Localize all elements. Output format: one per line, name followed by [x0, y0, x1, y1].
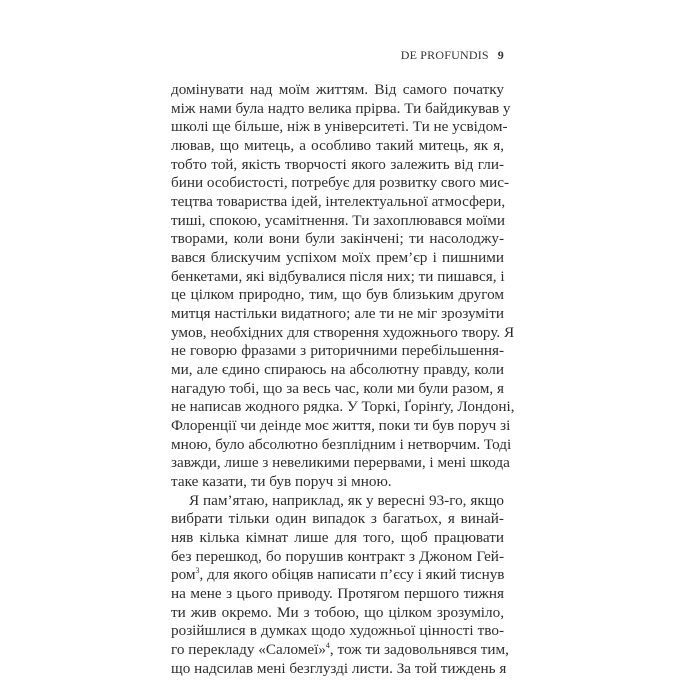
text-line: це цілком природно, тим, що був близьким другом [171, 286, 504, 304]
text-line: школі ще більше, ніж в університеті. Ти не усвідом- [171, 118, 508, 136]
text-line: лював, що митець, а особливо такий митець, як я, [171, 137, 504, 155]
text-line: бини особистості, потребує для розвитку свого мис- [171, 174, 510, 192]
text-line: на мене з цього приводу. Протягом першого тижня [171, 585, 504, 603]
page-body-text [171, 81, 515, 679]
text-line: ти жив окремо. Ми з тобою, що цілком зрозуміло, [171, 603, 504, 621]
text-line: мною, було абсолютно безплідним і нетворчим. Тоді [171, 435, 512, 453]
page-number: 9 [497, 48, 504, 62]
text-line: тиші, спокою, усамітнення. Ти захоплювався моїми [171, 211, 506, 229]
running-header [401, 48, 504, 63]
text-line: домінувати над моїм життям. Від самого початку [171, 81, 504, 98]
text-line: тобто той, якість творчості якого залежить від гли- [171, 155, 504, 173]
text-line: таке казати, ти був поруч зі мною. [171, 473, 392, 491]
text-line: го перекладу «Саломеї»$^4$, тож ти задовольнявся тим, [171, 641, 509, 659]
text-line: митця настільки видатного; але ти не міг зрозуміти [171, 305, 504, 323]
paragraph [171, 491, 509, 679]
text-line: няв кілька кімнат лише для того, щоб працювати [171, 529, 504, 547]
text-line: розійшлися в думках щодо художньої цінності тво- [171, 622, 504, 640]
paragraph [171, 81, 515, 492]
text-line: умов, необхідних для створення художнього твору. Я [171, 323, 515, 341]
text-line: без перешкод, бо порушив контракт з Джоном Гей- [171, 547, 504, 565]
text-line: тецтва товариства ідей, інтелектуальної атмосфери, [171, 193, 506, 211]
text-line: вався блискучим успіхом моїх прем’єр і пишними [171, 249, 504, 267]
text-line: ром$^3$, для якого обіцяв написати п’єсу і який тиснув [171, 566, 505, 584]
footnote-marker[interactable]: 3 [195, 566, 200, 576]
text-line: що надсилав мені безглузді листи. За той тиждень я [171, 659, 507, 677]
text-line: Я пам’ятаю, наприклад, як у вересні 93-го, якщо [189, 491, 504, 509]
text-line: нагадую тобі, що за весь час, коли ми були разом, я [171, 379, 504, 397]
text-line: між нами була надто велика прірва. Ти байдикував у [171, 99, 511, 117]
text-line: завжди, лише з невеликими перервами, і мені шкода [171, 454, 510, 472]
text-line: бенкетами, які відбувалися після них; ти пишався, і [171, 267, 505, 285]
running-title: DE PROFUNDIS [400, 48, 489, 62]
text-line: ми, але єдино спираюсь на абсолютну правду, коли [171, 361, 504, 379]
text-line: Флоренції чи деінде моє життя, поки ти був поруч зі [171, 417, 511, 435]
text-line: не написав жодного рядка. У Торкі, Ґорінґу, Лондоні, [171, 398, 515, 416]
text-line: не говорю фразами з риторичними перебільшення- [171, 342, 504, 360]
footnote-marker[interactable]: 4 [325, 641, 330, 651]
text-line: вибрати тільки один випадок з багатьох, я винай- [171, 510, 504, 528]
text-line: творами, коли вони були закінчені; ти насолоджу- [171, 230, 504, 248]
